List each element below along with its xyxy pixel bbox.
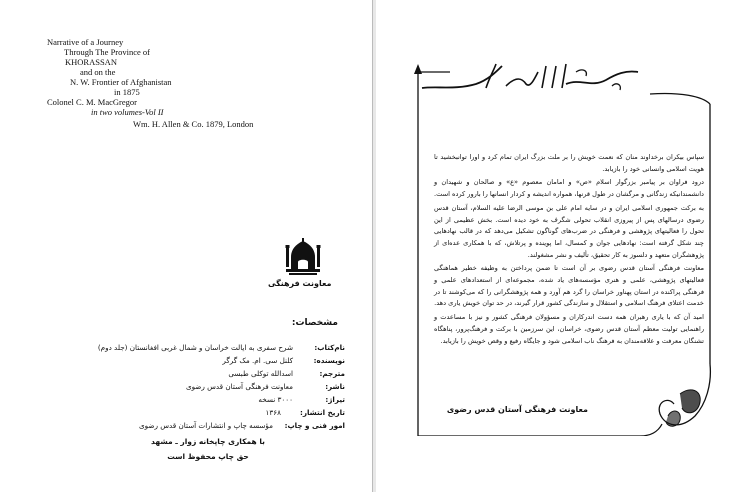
- preface-paragraph: درود فراوان بر پیامبر بزرگوار اسلام «ص» و امامان معصوم «ع» و صالحان و شهیدان و دانشمندانیکه زندگانی و مرگشان در طول قرنها، همواره اندیشه و کردار انسانها را بارور کرده است.: [434, 178, 704, 199]
- english-title-line: in two volumes-Vol II: [91, 107, 164, 117]
- credit-value: مؤسسه چاپ و انتشارات آستان قدس رضوی: [139, 421, 273, 430]
- preface-paragraph: سپاس بیکران برخداوند منان که نعمت خویش را بر ملت بزرگ ایران تمام کرد و اورا توانبخشید تا هویت اسلامی وانسانی خود را بازیابد.: [434, 153, 704, 173]
- credit-label: نام‌کتاب:: [314, 343, 345, 352]
- right-page: [376, 0, 753, 492]
- collaboration-line: با همکاری چاپخانه زوار ـ مشهد: [151, 437, 265, 446]
- left-page: [0, 0, 374, 492]
- english-title-line: N. W. Frontier of Afghanistan: [70, 77, 172, 87]
- english-title-line: and on the: [80, 67, 116, 77]
- credits-heading: مشخصات:: [291, 318, 338, 328]
- credit-row: [15, 381, 345, 392]
- credit-row: [15, 368, 345, 379]
- credit-value: معاونت فرهنگی آستان قدس رضوی: [185, 382, 293, 391]
- credit-label: مترجم:: [319, 369, 345, 378]
- signature: معاونت فرهنگی آستان قدس رضوی: [446, 405, 588, 414]
- credit-row: [15, 407, 345, 418]
- preface-text: [434, 152, 704, 349]
- credit-label: نویسنده:: [313, 356, 345, 365]
- copyright-line: حق چاپ محفوظ است: [167, 452, 249, 461]
- english-title-line: Wm. H. Allen & Co. 1879, London: [133, 119, 254, 129]
- shrine-dome-icon: [283, 238, 323, 278]
- credit-row: [15, 394, 345, 405]
- preface-paragraph: به برکت جمهوری اسلامی ایران و در سایه امام علی بن موسی الرضا علیه السلام، آستان قدس رضوی درسالهای پس از پیروزی انقلاب تحولی شگرف به خود دیده است. بخش عظیمی از این تحول را فعالیتهای پژوهشی و فرهنگی در ضرب‌های گوناگون تشکیل می‌دهد که در قالب نهادهایی چند شکل گرفته است: نهادهایی جوان و کمسال، اما پوینده و پرتلاش، که با همکاری عده‌ای از پژوهشگران متعهد و دلسوز به کار تحقیق، تألیف و نشر مشغولند.: [434, 203, 704, 259]
- credit-value: کلنل سی. ام. مک گرگر: [222, 356, 293, 365]
- credit-value: شرح سفری به ایالت خراسان و شمال غربی افغانستان (جلد دوم): [97, 343, 293, 352]
- logo-caption: معاونت فرهنگی: [268, 279, 332, 288]
- english-title-line: Colonel C. M. MacGregor: [47, 97, 137, 107]
- english-title-line: Through The Province of: [64, 47, 151, 57]
- preface-paragraph: معاونت فرهنگی آستان قدس رضوی بر آن است تا ضمن پرداختن به وظیفه خطیر هماهنگی فعالیتهای پژوهشی، علمی و هنری مؤسسه‌های یاد شده، مجموعه‌ای از استعدادهای علمی و فرهنگی پراکنده در استان پهناور خراسان را گرد هم آورد و همه پژوهشگرانی را که می‌کوشند تا در خدمت اعتلای فرهنگ اسلامی و استقلال و سازندگی کشور قرار گیرند، در حد توان خویش یاری دهد.: [434, 264, 704, 308]
- credit-label: ناشر:: [325, 382, 345, 391]
- credit-label: تیراژ:: [325, 395, 345, 404]
- preface-paragraph: امید آن که با یاری رهبران همه دست اندرکاران و مسؤولان فرهنگی کشور و نیز با مساعدت و راهنمایی تولیت معظم آستان قدس رضوی، خراسان، این سرزمین با برکت و فرهنگ‌پرور، پناهگاه تشنگان معرفت و علاقه‌مندان به فرهنگ ناب اسلامی شود و جایگاه رفیع و وقص خویش را بازیابد.: [434, 313, 704, 345]
- credit-label: امور فنی و چاپ:: [284, 421, 345, 430]
- credit-label: تاریخ انتشار:: [299, 408, 345, 417]
- credit-row: [15, 420, 345, 431]
- credit-value: ۳۰۰۰ نسخه: [258, 395, 293, 404]
- credit-value: ۱۳۶۸: [265, 408, 281, 417]
- credit-value: اسدالله توکلی طبسی: [228, 369, 293, 378]
- credit-row: [15, 355, 345, 366]
- credit-row: [15, 342, 345, 353]
- basmala-calligraphy: [416, 58, 646, 98]
- english-title-line: in 1875: [114, 87, 140, 97]
- english-title-line: Narrative of a Journey: [47, 37, 124, 47]
- english-title-line: KHORASSAN: [65, 57, 117, 67]
